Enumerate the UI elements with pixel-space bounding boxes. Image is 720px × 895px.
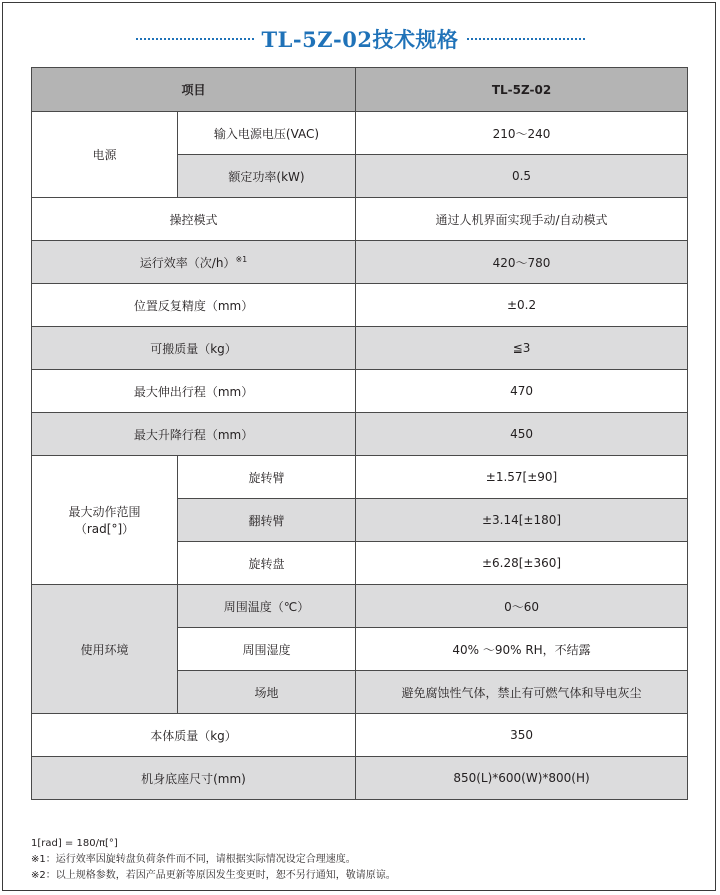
temperature-label: 周围温度（℃） — [178, 585, 356, 628]
efficiency-note-mark: ※1 — [235, 254, 248, 264]
table-row — [32, 327, 688, 370]
motion-range-label-cell — [32, 456, 178, 585]
rated-power-label: 额定功率(kW) — [178, 155, 356, 198]
payload-value: ≦3 — [356, 327, 688, 370]
body-mass-label: 本体质量（kg） — [32, 714, 356, 757]
position-accuracy-value: ±0.2 — [356, 284, 688, 327]
site-value: 避免腐蚀性气体，禁止有可燃气体和导电灰尘 — [356, 671, 688, 714]
max-extend-value: 470 — [356, 370, 688, 413]
max-lift-value: 450 — [356, 413, 688, 456]
motion-range-label: 最大动作范围 — [68, 505, 141, 519]
control-mode-value: 通过人机界面实现手动/自动模式 — [356, 198, 688, 241]
efficiency-cell — [32, 241, 356, 284]
motion-range-unit: （rad[°]） — [74, 522, 135, 536]
rotate-disc-value: ±6.28[±360] — [356, 542, 688, 585]
footnotes — [31, 836, 691, 884]
rotate-arm-value: ±1.57[±90] — [356, 456, 688, 499]
page-title: TL-5Z-02技术规格 — [261, 27, 459, 52]
table-row — [32, 757, 688, 800]
base-size-value: 850(L)*600(W)*800(H) — [356, 757, 688, 800]
header-item: 项目 — [32, 68, 356, 112]
title-bar — [0, 24, 720, 54]
spec-table — [31, 67, 688, 800]
flip-arm-value: ±3.14[±180] — [356, 499, 688, 542]
max-lift-label: 最大升降行程（mm） — [32, 413, 356, 456]
table-row — [32, 241, 688, 284]
rotate-disc-label: 旋转盘 — [178, 542, 356, 585]
footnote-rad: 1[rad] = 180/π[°] — [31, 838, 118, 849]
position-accuracy-label: 位置反复精度（mm） — [32, 284, 356, 327]
control-mode-label: 操控模式 — [32, 198, 356, 241]
site-label: 场地 — [178, 671, 356, 714]
table-row — [32, 413, 688, 456]
humidity-value: 40% ～90% RH，不结露 — [356, 628, 688, 671]
rotate-arm-label: 旋转臂 — [178, 456, 356, 499]
humidity-label: 周围湿度 — [178, 628, 356, 671]
efficiency-label: 运行效率（次/h） — [139, 255, 236, 270]
body-mass-value: 350 — [356, 714, 688, 757]
title-right-dots — [467, 38, 585, 40]
input-voltage-label: 输入电源电压(VAC) — [178, 112, 356, 155]
environment-label: 使用环境 — [32, 585, 178, 714]
footnote-1: ※1：运行效率因旋转盘负荷条件而不同，请根据实际情况设定合理速度。 — [31, 854, 356, 865]
flip-arm-label: 翻转臂 — [178, 499, 356, 542]
table-row — [32, 714, 688, 757]
footnote-2: ※2：以上规格参数，若因产品更新等原因发生变更时，恕不另行通知，敬请原谅。 — [31, 870, 396, 881]
base-size-label: 机身底座尺寸(mm) — [32, 757, 356, 800]
max-extend-label: 最大伸出行程（mm） — [32, 370, 356, 413]
payload-label: 可搬质量（kg） — [32, 327, 356, 370]
table-row — [32, 456, 688, 499]
table-row — [32, 284, 688, 327]
efficiency-value: 420～780 — [356, 241, 688, 284]
table-row — [32, 112, 688, 155]
rated-power-value: 0.5 — [356, 155, 688, 198]
input-voltage-value: 210～240 — [356, 112, 688, 155]
power-label: 电源 — [32, 112, 178, 198]
table-header-row — [32, 68, 688, 112]
temperature-value: 0～60 — [356, 585, 688, 628]
table-row — [32, 198, 688, 241]
table-row — [32, 370, 688, 413]
title-left-dots — [136, 38, 254, 40]
header-model: TL-5Z-02 — [356, 68, 688, 112]
table-row — [32, 585, 688, 628]
